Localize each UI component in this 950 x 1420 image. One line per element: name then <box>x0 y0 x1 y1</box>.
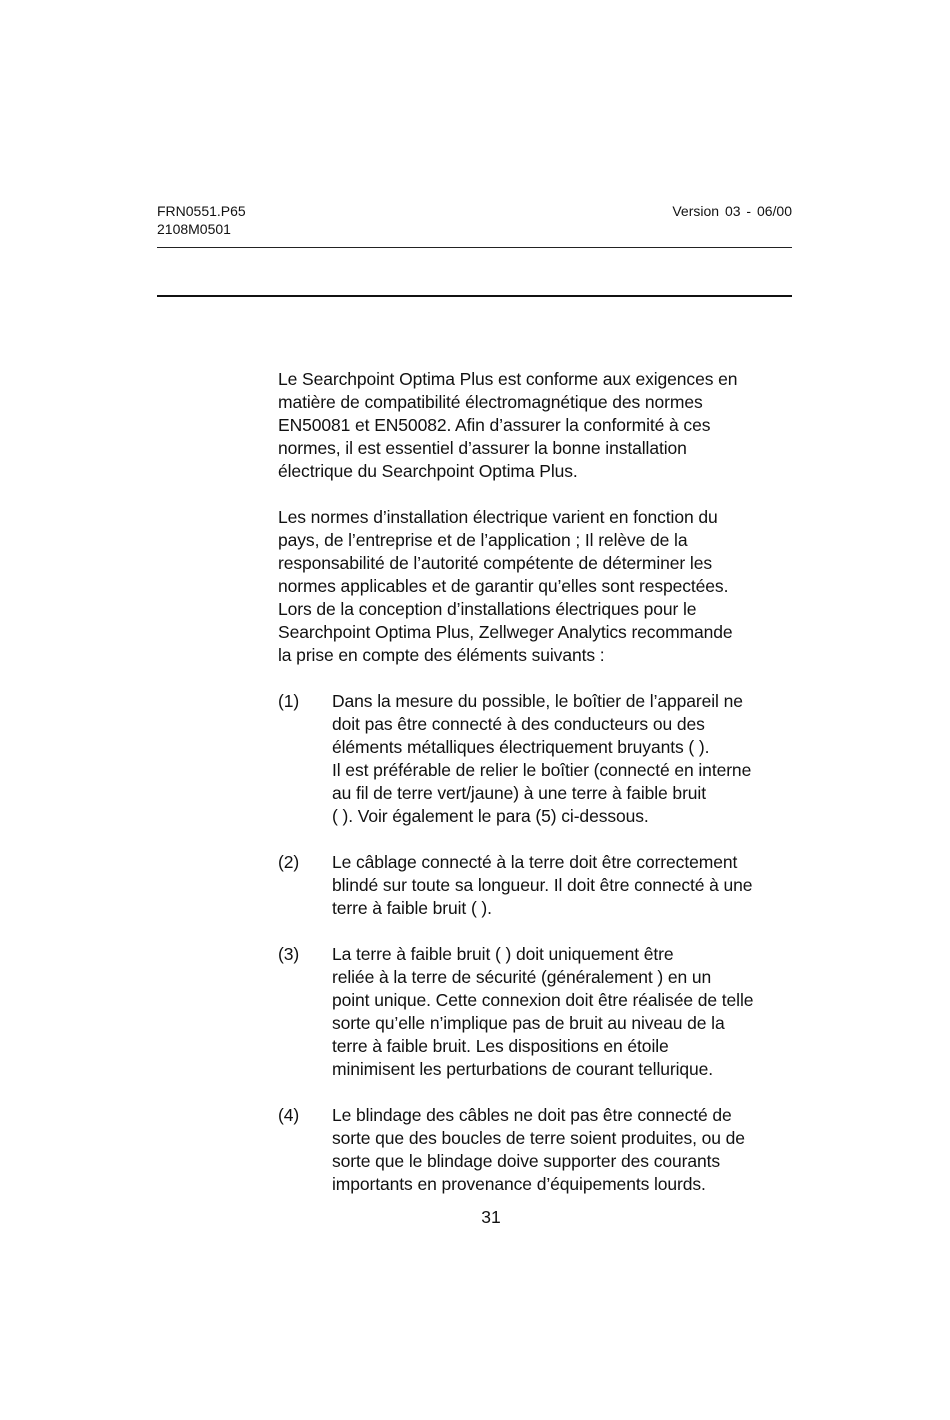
version-label: Version 03 - 06/00 <box>672 203 792 219</box>
list-item-text: Le blindage des câbles ne doit pas être connecté de sorte que des boucles de terre soient produites, ou de sorte que le blindage doive supporter des courants importants en provenance d’équipements lourds. <box>332 1105 745 1194</box>
list-item-text: Dans la mesure du possible, le boîtier de l’appareil ne doit pas être connecté à des conducteurs ou des éléments métalliques électriquement bruyants ( ). Il est préférable de relier le boîtier (connecté en interne au fil de terre vert/jaune) à une terre à faible bruit ( ). Voir également le para (5) ci-dessous. <box>332 691 752 826</box>
list-item-number: (3) <box>278 944 300 964</box>
header-divider <box>157 247 792 248</box>
page-header-left <box>157 202 246 238</box>
list-item-number: (1) <box>278 691 300 711</box>
list-item <box>278 851 798 920</box>
list-item <box>278 690 798 828</box>
intro-paragraph: Le Searchpoint Optima Plus est conforme aux exigences en matière de compatibilité électromagnétique des normes EN50081 et EN50082. Afin d’assurer la conformité à ces normes, il est essentiel d’assurer la bonne installation électrique du Searchpoint Optima Plus. <box>278 369 738 481</box>
list-item <box>278 943 798 1081</box>
list-item-text: La terre à faible bruit ( ) doit uniquement être reliée à la terre de sécurité (généralement ) en un point unique. Cette connexion doit être réalisée de telle sorte qu’elle n’implique pas de bruit au niveau de la terre à faible bruit. Les dispositions en étoile minimisent les perturbations de courant tellurique. <box>332 944 754 1079</box>
standards-paragraph: Les normes d’installation électrique varient en fonction du pays, de l’entreprise et de l’application ; Il relève de la responsabilité de l’autorité compétente de déterminer les normes applicables et de garantir qu’elles sont respectées. Lors de la conception d’installations électriques pour le Searchpoint Optima Plus, Zellweger Analytics recommande la prise en compte des éléments suivants : <box>278 507 733 665</box>
list-item-number: (2) <box>278 852 300 872</box>
section-divider <box>157 295 792 297</box>
document-body <box>278 368 798 1219</box>
list-item-number: (4) <box>278 1105 300 1125</box>
file-name: FRN0551.P65 <box>157 203 246 219</box>
list-item-text: Le câblage connecté à la terre doit être correctement blindé sur toute sa longueur. Il doit être connecté à une terre à faible bruit ( ). <box>332 852 753 918</box>
document-code: 2108M0501 <box>157 221 231 237</box>
list-item <box>278 1104 798 1196</box>
page-number: 31 <box>481 1207 501 1227</box>
